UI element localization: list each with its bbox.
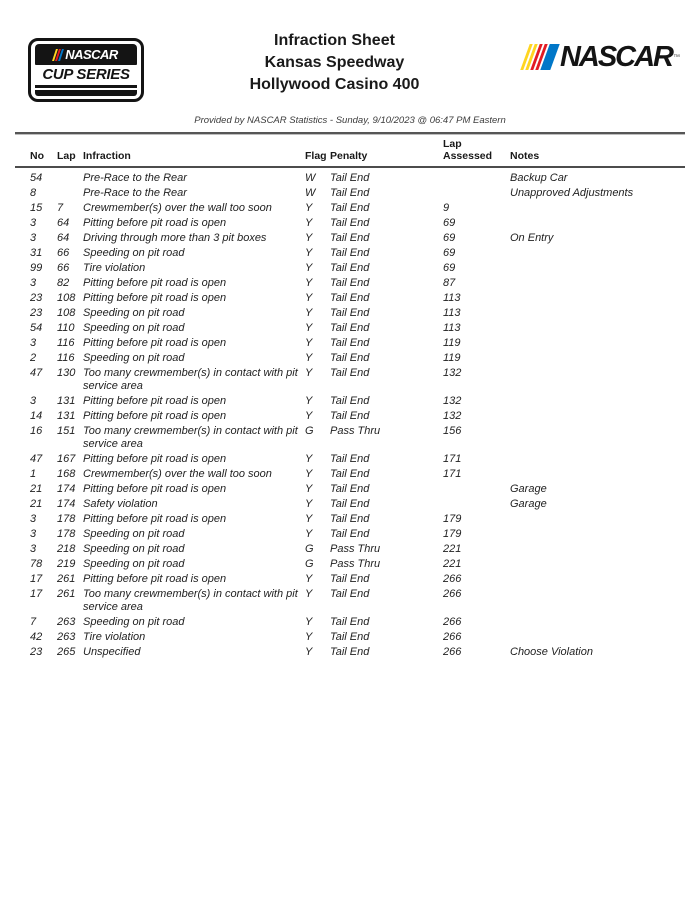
cell-flag: G (305, 543, 314, 555)
cell-infraction: Speeding on pit road (83, 558, 185, 570)
cell-infraction: Pitting before pit road is open (83, 277, 227, 289)
cell-car-number: 2 (30, 352, 37, 364)
col-header-flag: Flag (305, 135, 330, 167)
table-row (15, 482, 685, 497)
race-name: Hollywood Casino 400 (249, 76, 420, 93)
trademark-symbol: ™ (673, 53, 680, 61)
cell-lap-assessed (443, 186, 510, 201)
cell-flag: Y (305, 468, 313, 480)
cell-notes (510, 216, 685, 231)
table-row (15, 321, 685, 336)
cell-car-number: 21 (30, 498, 43, 510)
table-row (15, 527, 685, 542)
cell-flag: Y (305, 453, 313, 465)
cell-notes (510, 630, 685, 645)
cell-infraction: Pitting before pit road is open (83, 337, 227, 349)
cell-lap: 7 (57, 202, 64, 214)
cell-flag: Y (305, 292, 313, 304)
cell-car-number: 16 (30, 425, 43, 437)
cell-infraction: Pitting before pit road is open (83, 453, 227, 465)
cell-infraction: Speeding on pit road (83, 352, 185, 364)
table-row (15, 216, 685, 231)
cell-car-number: 3 (30, 528, 37, 540)
cell-lap-assessed: 119 (443, 352, 461, 364)
cell-car-number: 3 (30, 543, 37, 555)
cell-lap-assessed: 9 (443, 202, 450, 214)
cell-infraction: Too many crewmember(s) in contact with pit service area (83, 588, 298, 613)
cell-infraction: Pre-Race to the Rear (83, 172, 187, 184)
table-row (15, 452, 685, 467)
cell-infraction: Speeding on pit road (83, 307, 185, 319)
col-header-penalty: Penalty (330, 135, 443, 167)
cell-lap: 116 (57, 352, 75, 364)
cell-flag: Y (305, 528, 313, 540)
table-row (15, 512, 685, 527)
cell-lap-assessed (443, 167, 510, 186)
cell-penalty: Pass Thru (330, 558, 381, 570)
cell-penalty: Tail End (330, 172, 370, 184)
cell-infraction: Safety violation (83, 498, 158, 510)
cell-infraction: Pre-Race to the Rear (83, 187, 187, 199)
table-row (15, 467, 685, 482)
cell-car-number: 54 (30, 322, 43, 334)
cell-notes (510, 557, 685, 572)
cell-lap-assessed: 69 (443, 262, 456, 274)
cell-flag: Y (305, 483, 313, 495)
cell-infraction: Driving through more than 3 pit boxes (83, 232, 267, 244)
cell-notes (510, 306, 685, 321)
cell-penalty: Tail End (330, 262, 370, 274)
cell-infraction: Pitting before pit road is open (83, 573, 227, 585)
cell-lap (57, 167, 83, 186)
cell-car-number: 47 (30, 453, 43, 465)
cup-logo-series-text: CUP SERIES (42, 66, 130, 83)
cell-car-number: 54 (30, 172, 43, 184)
cell-infraction: Unspecified (83, 646, 141, 658)
cell-penalty: Tail End (330, 616, 370, 628)
cell-flag: Y (305, 262, 313, 274)
cup-logo-stripe-bar (35, 90, 137, 96)
cell-penalty: Tail End (330, 483, 370, 495)
cell-flag: Y (305, 646, 313, 658)
cell-penalty: Tail End (330, 453, 370, 465)
cell-penalty: Tail End (330, 588, 370, 600)
cell-penalty: Tail End (330, 277, 370, 289)
cell-lap: 66 (57, 247, 70, 259)
cell-car-number: 23 (30, 292, 43, 304)
cell-notes: Garage (510, 483, 547, 495)
cell-penalty: Tail End (330, 322, 370, 334)
provided-by-line: Provided by NASCAR Statistics - Sunday, 9/10/2023 @ 06:47 PM Eastern (194, 115, 506, 126)
cell-penalty: Tail End (330, 410, 370, 422)
cell-infraction: Tire violation (83, 631, 146, 643)
cell-lap: 151 (57, 425, 76, 437)
cell-lap (57, 186, 83, 201)
cell-notes (510, 366, 685, 394)
cell-notes (510, 512, 685, 527)
cell-car-number: 3 (30, 217, 37, 229)
cell-infraction: Speeding on pit road (83, 528, 185, 540)
table-row (15, 336, 685, 351)
cell-notes (510, 572, 685, 587)
cell-flag: Y (305, 202, 313, 214)
cell-car-number: 47 (30, 367, 43, 379)
table-header-row (15, 135, 685, 167)
cell-penalty: Tail End (330, 573, 370, 585)
table-row (15, 366, 685, 394)
cell-lap: 167 (57, 453, 76, 465)
cell-car-number: 8 (30, 187, 37, 199)
cell-penalty: Tail End (330, 513, 370, 525)
cell-lap-assessed: 132 (443, 395, 462, 407)
cup-logo-stripes-icon (52, 49, 64, 61)
cell-penalty: Tail End (330, 187, 370, 199)
cell-notes: Unapproved Adjustments (510, 187, 634, 199)
cell-penalty: Tail End (330, 292, 370, 304)
title-block (144, 28, 525, 96)
cell-lap-assessed: 119 (443, 337, 461, 349)
cell-lap-assessed: 69 (443, 247, 456, 259)
cell-notes (510, 201, 685, 216)
cell-lap: 174 (57, 483, 76, 495)
cell-infraction: Pitting before pit road is open (83, 217, 227, 229)
cell-flag: Y (305, 395, 313, 407)
cell-lap: 108 (57, 307, 76, 319)
cell-flag: Y (305, 322, 313, 334)
cell-lap-assessed: 266 (443, 588, 462, 600)
cell-lap-assessed: 113 (443, 307, 461, 319)
cell-car-number: 3 (30, 277, 37, 289)
cell-lap: 178 (57, 528, 76, 540)
cell-lap-assessed: 221 (443, 558, 462, 570)
table-row (15, 557, 685, 572)
cell-infraction: Speeding on pit road (83, 322, 185, 334)
cell-infraction: Pitting before pit road is open (83, 395, 227, 407)
cell-notes (510, 467, 685, 482)
cell-notes: Choose Violation (510, 646, 593, 658)
cell-penalty: Tail End (330, 367, 370, 379)
cell-flag: Y (305, 513, 313, 525)
cell-penalty: Tail End (330, 217, 370, 229)
document-title: Infraction Sheet (274, 32, 395, 49)
cell-car-number: 31 (30, 247, 43, 259)
cell-lap-assessed: 87 (443, 277, 456, 289)
cell-flag: Y (305, 631, 313, 643)
cell-penalty: Tail End (330, 631, 370, 643)
cell-lap-assessed: 171 (443, 453, 462, 465)
cell-lap: 178 (57, 513, 76, 525)
cell-lap: 261 (57, 573, 76, 585)
cell-flag: W (305, 172, 316, 184)
nascar-logo (525, 42, 680, 72)
table-row (15, 615, 685, 630)
cell-infraction: Speeding on pit road (83, 616, 185, 628)
cell-flag: Y (305, 337, 313, 349)
cell-lap-assessed: 266 (443, 616, 462, 628)
cell-flag: Y (305, 247, 313, 259)
table-row (15, 186, 685, 201)
cell-penalty: Tail End (330, 307, 370, 319)
cell-notes (510, 409, 685, 424)
cell-infraction: Crewmember(s) over the wall too soon (83, 202, 272, 214)
cell-lap-assessed: 171 (443, 468, 462, 480)
table-row (15, 497, 685, 512)
cup-logo-top-bar (35, 44, 137, 65)
cell-notes (510, 276, 685, 291)
cell-penalty: Tail End (330, 395, 370, 407)
cell-flag: Y (305, 498, 313, 510)
cell-flag: Y (305, 232, 313, 244)
cell-lap: 64 (57, 217, 70, 229)
cell-infraction: Too many crewmember(s) in contact with pit service area (83, 367, 298, 392)
cell-penalty: Tail End (330, 468, 370, 480)
col-header-no: No (15, 135, 57, 167)
cell-lap: 131 (57, 395, 76, 407)
cell-lap: 108 (57, 292, 76, 304)
cell-lap-assessed: 179 (443, 513, 462, 525)
cell-car-number: 14 (30, 410, 43, 422)
cell-flag: Y (305, 367, 313, 379)
cell-lap: 82 (57, 277, 70, 289)
cell-penalty: Tail End (330, 247, 370, 259)
cell-infraction: Pitting before pit road is open (83, 483, 227, 495)
cell-flag: Y (305, 352, 313, 364)
cell-lap-assessed: 132 (443, 410, 462, 422)
track-name: Kansas Speedway (264, 54, 405, 71)
cell-infraction: Speeding on pit road (83, 247, 185, 259)
cell-penalty: Tail End (330, 646, 370, 658)
cell-penalty: Tail End (330, 232, 370, 244)
cell-car-number: 23 (30, 307, 43, 319)
cell-car-number: 99 (30, 262, 43, 274)
cell-lap-assessed: 179 (443, 528, 462, 540)
cell-lap-assessed: 69 (443, 217, 456, 229)
table-row (15, 630, 685, 645)
cell-flag: Y (305, 217, 313, 229)
cell-infraction: Tire violation (83, 262, 146, 274)
cell-lap-assessed: 132 (443, 367, 462, 379)
cell-lap-assessed: 266 (443, 646, 462, 658)
header (0, 0, 700, 102)
cell-car-number: 7 (30, 616, 37, 628)
col-header-lap-assessed: Lap Assessed (443, 135, 510, 167)
col-header-infraction: Infraction (83, 135, 305, 167)
cell-flag: Y (305, 573, 313, 585)
cell-flag: W (305, 187, 316, 199)
cell-flag: G (305, 425, 314, 437)
cell-notes (510, 452, 685, 467)
cell-lap-assessed: 266 (443, 573, 462, 585)
cell-lap-assessed: 221 (443, 543, 462, 555)
cell-infraction: Speeding on pit road (83, 543, 185, 555)
cell-flag: Y (305, 410, 313, 422)
cell-notes (510, 321, 685, 336)
col-header-lap: Lap (57, 135, 83, 167)
cell-car-number: 21 (30, 483, 43, 495)
cell-lap: 168 (57, 468, 76, 480)
cell-notes: Backup Car (510, 172, 568, 184)
cell-lap: 130 (57, 367, 76, 379)
cell-lap-assessed: 69 (443, 232, 456, 244)
cell-lap-assessed: 156 (443, 425, 462, 437)
cup-logo-brand-text: NASCAR (65, 47, 118, 62)
table-row (15, 261, 685, 276)
cell-lap: 64 (57, 232, 70, 244)
cell-penalty: Tail End (330, 337, 370, 349)
cell-flag: G (305, 558, 314, 570)
cell-notes (510, 261, 685, 276)
cell-lap: 66 (57, 262, 70, 274)
cell-notes (510, 336, 685, 351)
cell-car-number: 17 (30, 588, 43, 600)
cell-notes (510, 542, 685, 557)
cell-car-number: 15 (30, 202, 43, 214)
cell-penalty: Tail End (330, 528, 370, 540)
cell-notes (510, 424, 685, 452)
cell-lap: 263 (57, 631, 76, 643)
cell-infraction: Too many crewmember(s) in contact with pit service area (83, 425, 298, 450)
nascar-cup-series-logo (28, 38, 144, 102)
cell-car-number: 3 (30, 513, 37, 525)
table-row (15, 542, 685, 557)
table-row (15, 587, 685, 615)
cell-flag: Y (305, 307, 313, 319)
table-row (15, 276, 685, 291)
cell-lap-assessed: 113 (443, 322, 461, 334)
table-row (15, 201, 685, 216)
cell-lap: 174 (57, 498, 76, 510)
cell-car-number: 3 (30, 337, 37, 349)
cell-car-number: 78 (30, 558, 43, 570)
cell-notes (510, 615, 685, 630)
cell-flag: Y (305, 277, 313, 289)
table-row (15, 572, 685, 587)
cell-penalty: Pass Thru (330, 425, 381, 437)
cell-notes: On Entry (510, 232, 554, 244)
cell-infraction: Crewmember(s) over the wall too soon (83, 468, 272, 480)
cell-lap-assessed: 266 (443, 631, 462, 643)
cup-logo-stripe-bar (35, 85, 137, 88)
cell-lap-assessed: 113 (443, 292, 461, 304)
cell-notes (510, 291, 685, 306)
table-row (15, 231, 685, 246)
cell-lap: 110 (57, 322, 75, 334)
cell-penalty: Tail End (330, 202, 370, 214)
cell-infraction: Pitting before pit road is open (83, 513, 227, 525)
cell-notes (510, 394, 685, 409)
cell-car-number: 3 (30, 232, 37, 244)
cell-notes (510, 587, 685, 615)
cell-notes (510, 527, 685, 542)
cell-infraction: Pitting before pit road is open (83, 292, 227, 304)
cell-penalty: Pass Thru (330, 543, 381, 555)
cell-car-number: 17 (30, 573, 43, 585)
cell-penalty: Tail End (330, 352, 370, 364)
infraction-rows (15, 167, 685, 660)
cell-flag: Y (305, 588, 313, 600)
cell-lap: 265 (57, 646, 76, 658)
cell-lap: 261 (57, 588, 76, 600)
table-row (15, 246, 685, 261)
col-header-notes: Notes (510, 135, 685, 167)
table-row (15, 424, 685, 452)
table-row (15, 351, 685, 366)
nascar-logo-stripes-icon (520, 44, 559, 70)
table-row (15, 394, 685, 409)
cell-lap: 116 (57, 337, 75, 349)
cell-lap-assessed (443, 482, 510, 497)
cell-lap: 218 (57, 543, 76, 555)
table-row (15, 409, 685, 424)
cell-car-number: 3 (30, 395, 37, 407)
cell-notes (510, 246, 685, 261)
table-row (15, 291, 685, 306)
cell-lap-assessed (443, 497, 510, 512)
cell-car-number: 23 (30, 646, 43, 658)
table-row (15, 645, 685, 660)
cell-flag: Y (305, 616, 313, 628)
table-row (15, 167, 685, 186)
cell-lap: 219 (57, 558, 76, 570)
nascar-logo-wordmark: NASCAR (559, 41, 672, 73)
cell-car-number: 1 (30, 468, 37, 480)
infraction-table (15, 135, 685, 660)
cell-car-number: 42 (30, 631, 43, 643)
cell-notes: Garage (510, 498, 547, 510)
cell-penalty: Tail End (330, 498, 370, 510)
table-row (15, 306, 685, 321)
cell-lap: 263 (57, 616, 76, 628)
cell-infraction: Pitting before pit road is open (83, 410, 227, 422)
cell-notes (510, 351, 685, 366)
cell-lap: 131 (57, 410, 76, 422)
